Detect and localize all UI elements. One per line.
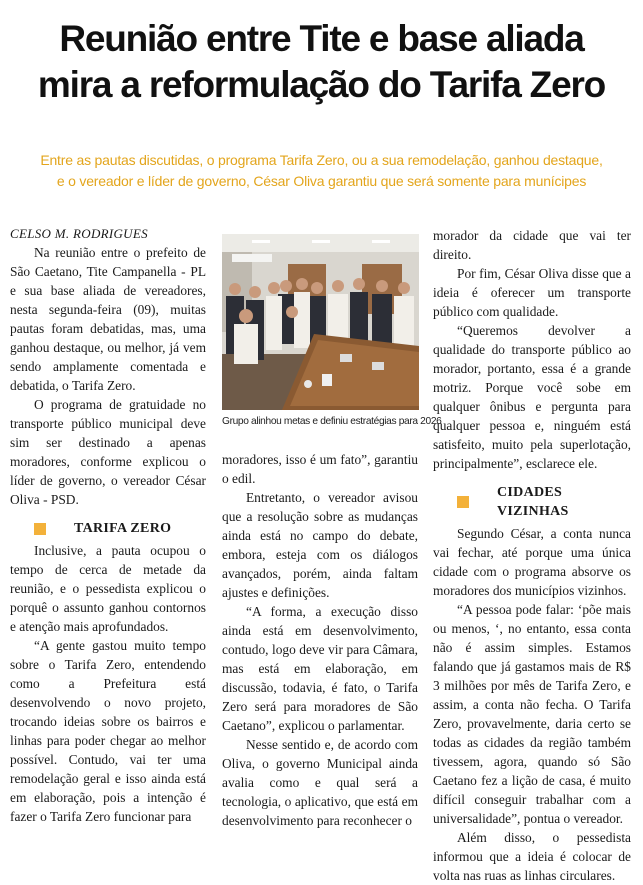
paragraph: “A pessoa pode falar: ‘põe mais ou menos, ‘, no entanto, essa conta não é assim simples. Estamos falando que já gastamos mais de R$ 3 milhões por mês de Tarifa Zero, e assim, a conta não fecha. O Tarifa Zero, provavelmente, daria certo se todas as cidades da região também tivessem, agora, quando só São Caetano fez a lição de casa, é muito difícil conseguir trabalhar com a universalidade”, pontua o vereador. [433, 602, 631, 826]
paragraph: “A forma, a execução disso ainda está em desenvolvimento, contudo, logo deve vir para Câmara, mas está em elaboração, em discussão, todavia, é fato, o Tarifa Zero será para moradores de São Caetano”, explicou o parlamentar. [222, 604, 418, 733]
bullet-square-icon [457, 496, 469, 508]
subhead-label: CIDADES VIZINHAS [497, 485, 569, 519]
paragraph: O programa de gratuidade no transporte público municipal deve sim ser destinado a apenas moradores, conforme explicou o líder de governo, o vereador César Oliva - PSD. [10, 397, 206, 507]
paragraph: Na reunião entre o prefeito de São Caetano, Tite Campanella - PL e sua base aliada de vereadores, nesta segunda-feira (09), muitas pautas foram debatidas, mas, uma ganhou destaque, ou melhor, já vem sendo amplamente comentada e debatida, o Tarifa Zero. [10, 245, 206, 393]
byline: CELSO M. RODRIGUES [10, 226, 148, 241]
paragraph: Inclusive, a pauta ocupou o tempo de cerca de metade da reunião, e o pessedista explicou o porquê o assunto ganhou contornos e atenção mais aprofundados. [10, 543, 206, 634]
headline [0, 16, 643, 108]
paragraph: moradores, isso é um fato”, garantiu o edil. [222, 452, 418, 486]
deck-line-2: e o vereador e líder de governo, César Oliva garantiu que será somente para munícipes [56, 173, 587, 189]
paragraph: “Queremos devolver a qualidade do transporte público ao morador, portanto, essa é a grande motriz. Porque você sobe em qualquer ônibus e pergunta para qualquer pessoa e, ninguém está satisfeito, muito pela superlotação, principalmente”, esclarece ele. [433, 323, 631, 471]
paragraph: Entretanto, o vereador avisou que a resolução sobre as mudanças ainda está no campo do debate, embora, esteja com os diálogos avançados, porém, ainda faltam ajustes e definições. [222, 490, 418, 600]
headline-line-1: Reunião entre Tite e base aliada [59, 18, 584, 59]
subhead-cidades-vizinhas [433, 483, 631, 521]
headline-line-2: mira a reformulação do Tarifa Zero [37, 64, 606, 105]
deck-subtitle [0, 150, 643, 192]
paragraph: Segundo César, a conta nunca vai fechar, até porque uma única cidade com o programa absorve os moradores dos municípios vizinhos. [433, 526, 631, 598]
deck-line-1: Entre as pautas discutidas, o programa Tarifa Zero, ou a sua remodelação, ganhou destaque, [40, 152, 603, 168]
paragraph: morador da cidade que vai ter direito. [433, 228, 631, 262]
paragraph: Nesse sentido e, de acordo com Oliva, o governo Municipal ainda avalia como e qual será a tecnologia, o aplicativo, que está em desenvolvimento para reconhecer o [222, 737, 418, 828]
article-column-1 [10, 224, 206, 826]
subhead-label: TARIFA ZERO [74, 521, 172, 536]
paragraph: Por fim, César Oliva disse que a ideia é oferecer um transporte público com qualidade. [433, 266, 631, 319]
paragraph: Além disso, o pessedista informou que a ideia é colocar de volta nas ruas as linhas circulares. [433, 830, 631, 883]
meeting-photo [222, 234, 419, 410]
article-column-3 [433, 226, 631, 885]
subhead-tarifa-zero [10, 519, 206, 538]
photo-caption: Grupo alinhou metas e definiu estratégias para 2026 [222, 416, 442, 427]
paragraph: “A gente gastou muito tempo sobre o Tarifa Zero, entendendo como a Prefeitura está desenvolvendo o novo projeto, trocando ideias sobre os bairros e linhas para poder chegar ao melhor possível. Contudo, vai ter uma remodelação geral e isso ainda está em elaboração, pois a intenção é fazer o Tarifa Zero funcionar para [10, 638, 206, 824]
meeting-photo-illustration [222, 234, 419, 410]
article-column-2 [222, 450, 418, 830]
bullet-square-icon [34, 523, 46, 535]
